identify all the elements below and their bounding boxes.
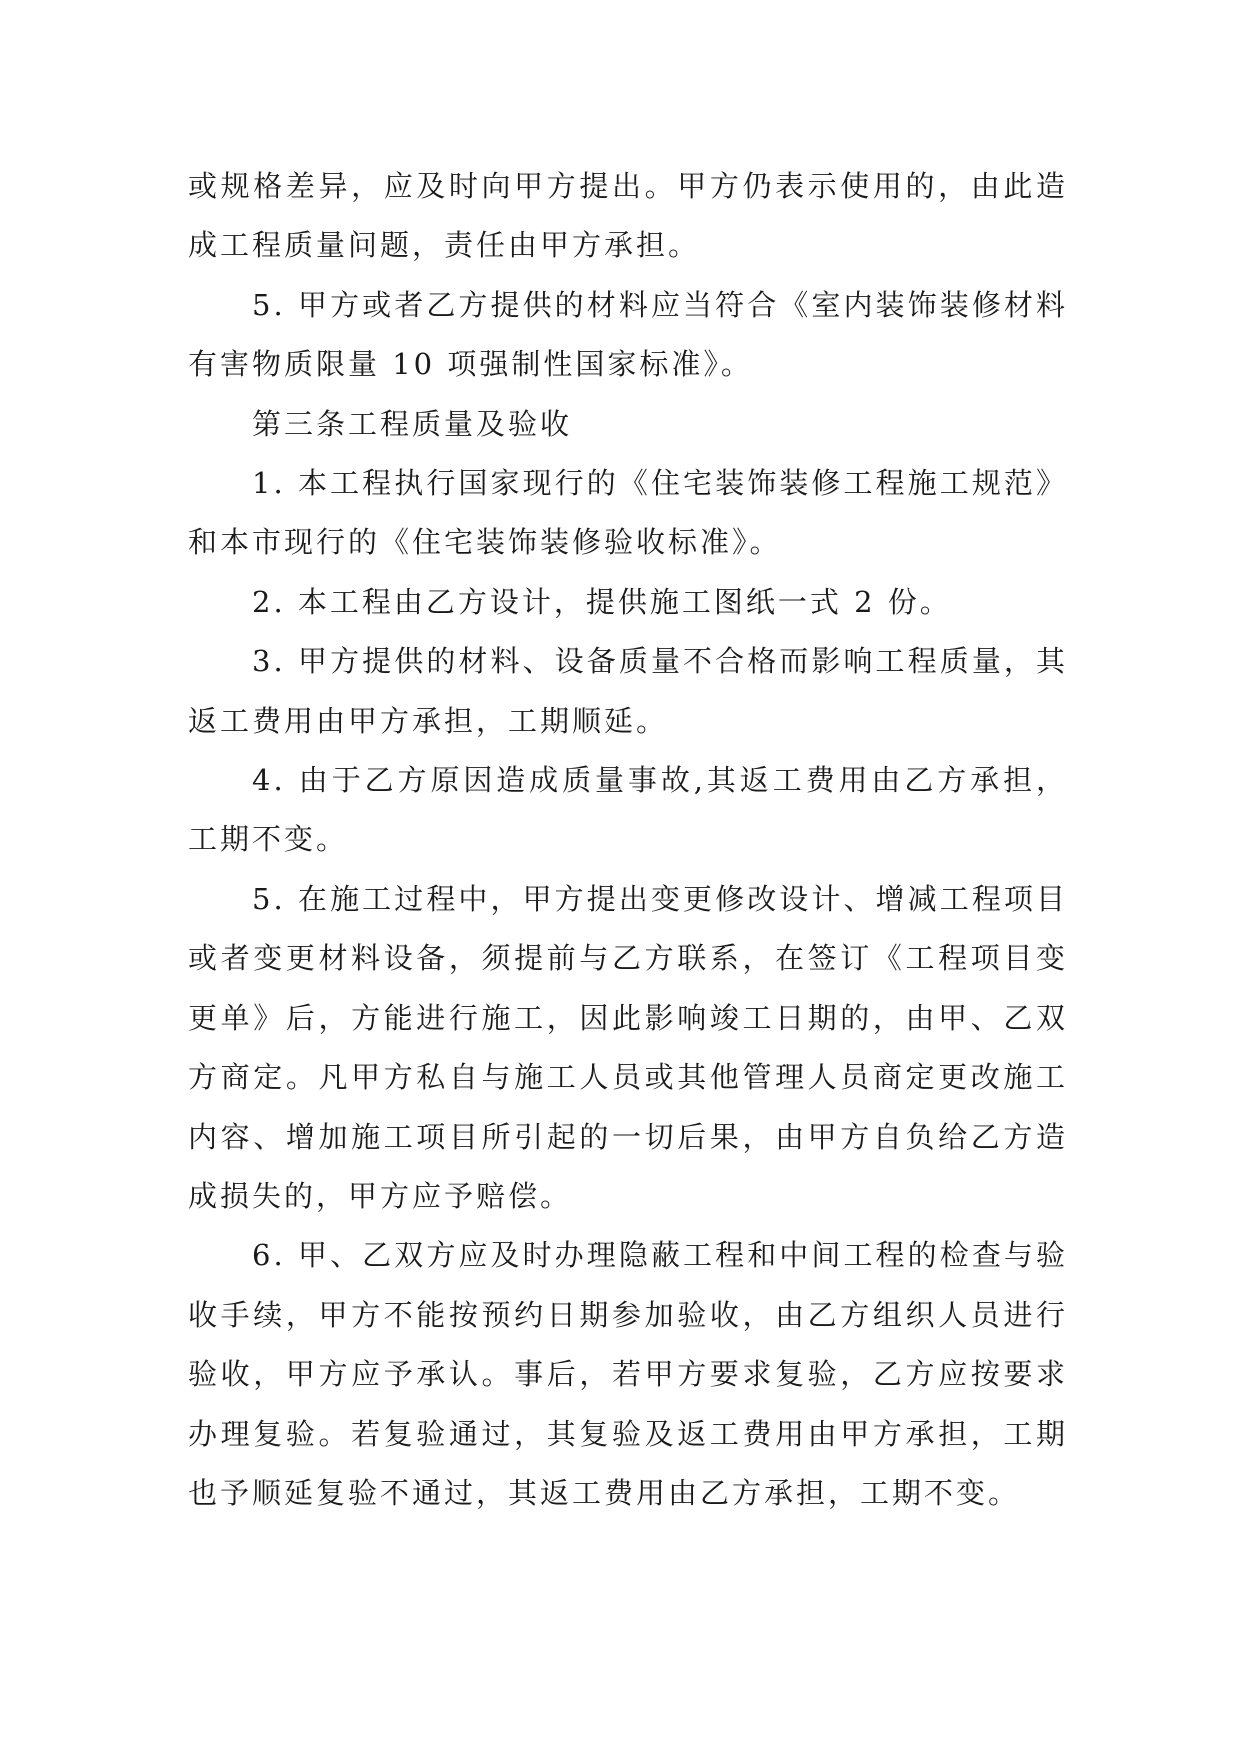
paragraph-item-1: 1. 本工程执行国家现行的《住宅装饰装修工程施工规范》和本市现行的《住宅装饰装修验收标准》。: [188, 466, 1068, 560]
paragraph-item-3: 3. 甲方提供的材料、设备质量不合格而影响工程质量，其返工费用由甲方承担，工期顺延。: [188, 644, 1068, 738]
document-body: [188, 157, 1068, 1523]
paragraph-item-5-changes: 5. 在施工过程中，甲方提出变更修改设计、增减工程项目或者变更材料设备，须提前与乙方联系，在签订《工程项目变更单》后，方能进行施工，因此影响竣工日期的，由甲、乙双方商定。凡甲方私自与施工人员或其他管理人员商定更改施工内容、增加施工项目所引起的一切后果，由甲方自负给乙方造成损失的，甲方应予赔偿。: [188, 881, 1068, 1213]
paragraph-continuation: 或规格差异，应及时向甲方提出。甲方仍表示使用的，由此造成工程质量问题，责任由甲方承担。: [188, 169, 1068, 263]
paragraph-item-4: 4. 由于乙方原因造成质量事故,其返工费用由乙方承担，工期不变。: [188, 763, 1068, 857]
section-heading-article-3: 第三条工程质量及验收: [252, 406, 573, 441]
paragraph-item-6: 6. 甲、乙双方应及时办理隐蔽工程和中间工程的检查与验收手续，甲方不能按预约日期参加验收，由乙方组织人员进行验收，甲方应予承认。事后，若甲方要求复验，乙方应按要求办理复验。若复验通过，其复验及返工费用由甲方承担，工期也予顺延复验不通过，其返工费用由乙方承担，工期不变。: [188, 1238, 1068, 1510]
paragraph-item-2: 2. 本工程由乙方设计，提供施工图纸一式 2 份。: [252, 584, 952, 619]
paragraph-item-5-materials: 5. 甲方或者乙方提供的材料应当符合《室内装饰装修材料有害物质限量 10 项强制性国家标准》。: [188, 287, 1068, 382]
